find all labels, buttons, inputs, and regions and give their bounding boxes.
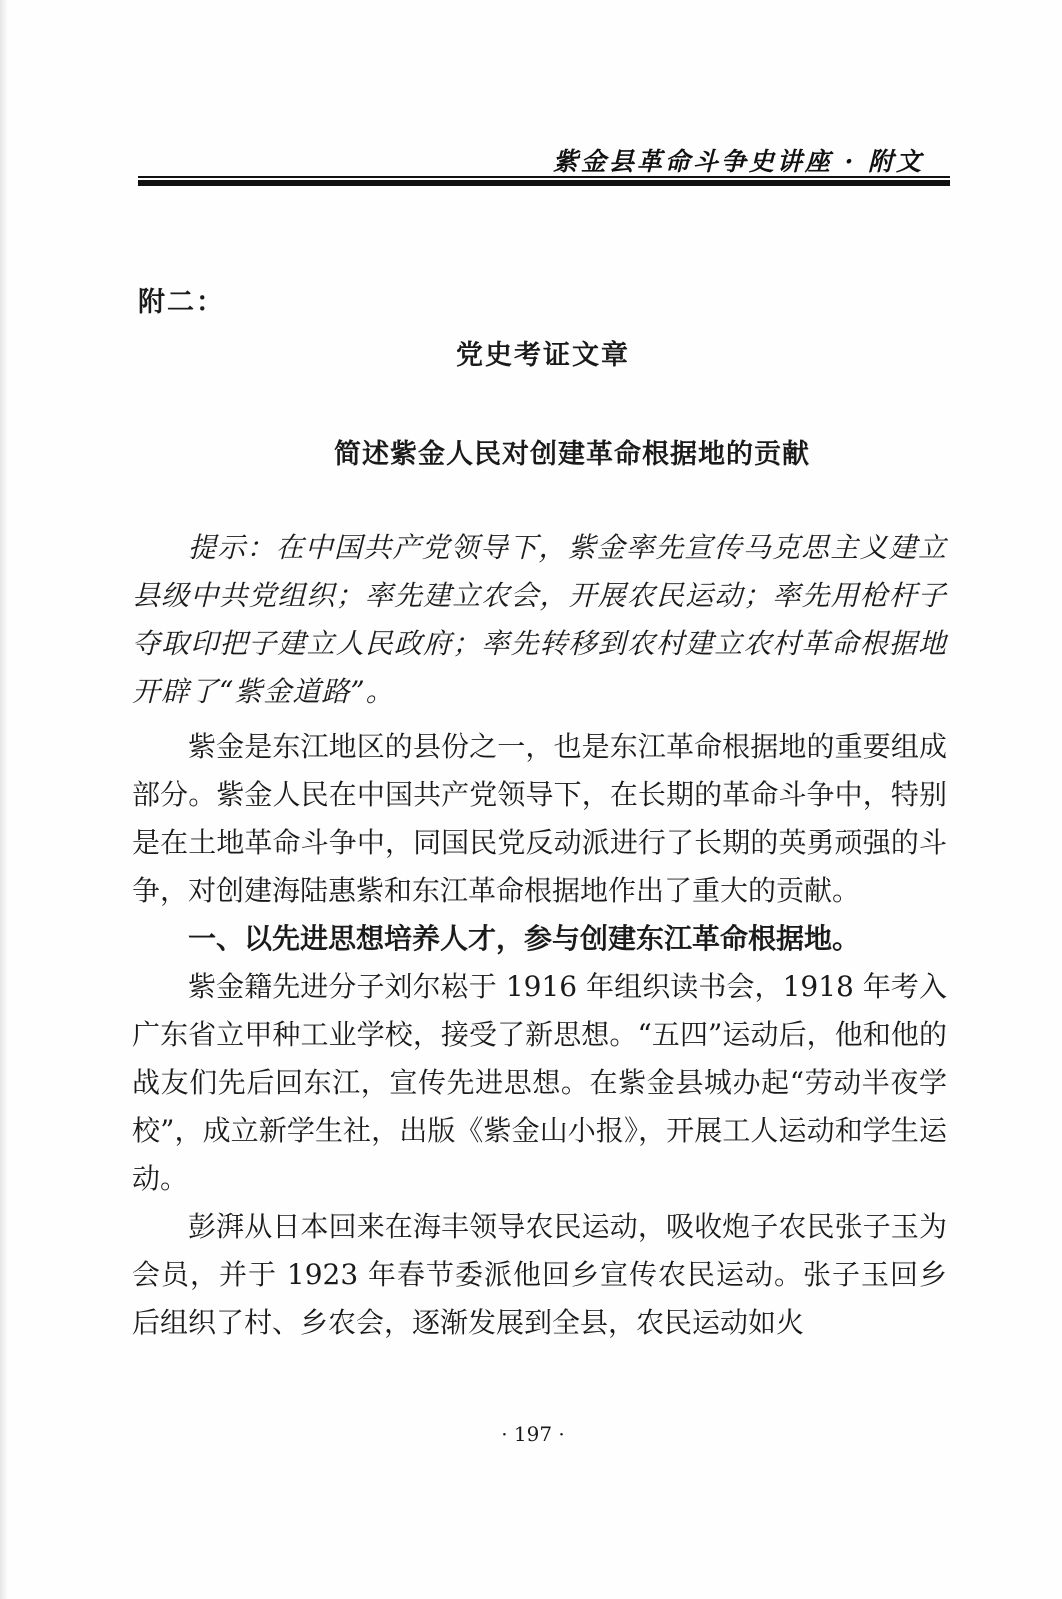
- section-title: 党史考证文章: [456, 340, 630, 371]
- section-heading: 一、以先进思想培养人才，参与创建东江革命根据地。: [188, 922, 861, 955]
- body-paragraph: 紫金是东江地区的县份之一，也是东江革命根据地的重要组成部分。紫金人民在中国共产党领导下，在长期的革命斗争中，特别是在土地革命斗争中，同国民党反动派进行了长期的英勇顽强的斗争，对创建海陆惠紫和东江革命根据地作出了重大的贡献。: [132, 730, 947, 907]
- page-number: · 197 ·: [501, 1422, 565, 1446]
- article-hint: [132, 524, 947, 716]
- body-paragraph: 紫金籍先进分子刘尔崧于 1916 年组织读书会，1918 年考入广东省立甲种工业学校，接受了新思想。“五四”运动后，他和他的战友们先后回东江，宣传先进思想。在紫金县城办起“劳动半夜学校”，成立新学生社，出版《紫金山小报》，开展工人运动和学生运动。: [132, 970, 947, 1195]
- header-rule-thick: [138, 180, 950, 186]
- running-header-title: 紫金县革命斗争史讲座 · 附文: [552, 147, 924, 176]
- hint-paragraph: 提示：在中国共产党领导下，紫金率先宣传马克思主义建立县级中共党组织；率先建立农会，开展农民运动；率先用枪杆子夺取印把子建立人民政府；率先转移到农村建立农村革命根据地开辟了“紫金道路”。: [132, 531, 947, 708]
- body-paragraph: 彭湃从日本回来在海丰领导农民运动，吸收炮子农民张子玉为会员，并于 1923 年春节委派他回乡宣传农民运动。张子玉回乡后组织了村、乡农会，逐渐发展到全县，农民运动如火: [132, 1210, 947, 1339]
- header-rule-thin: [138, 176, 950, 178]
- article-body: [132, 723, 947, 1347]
- article-title: 简述紫金人民对创建革命根据地的贡献: [334, 439, 810, 470]
- scan-shadow-edge: [0, 0, 8, 1599]
- appendix-label: 附二：: [138, 287, 225, 318]
